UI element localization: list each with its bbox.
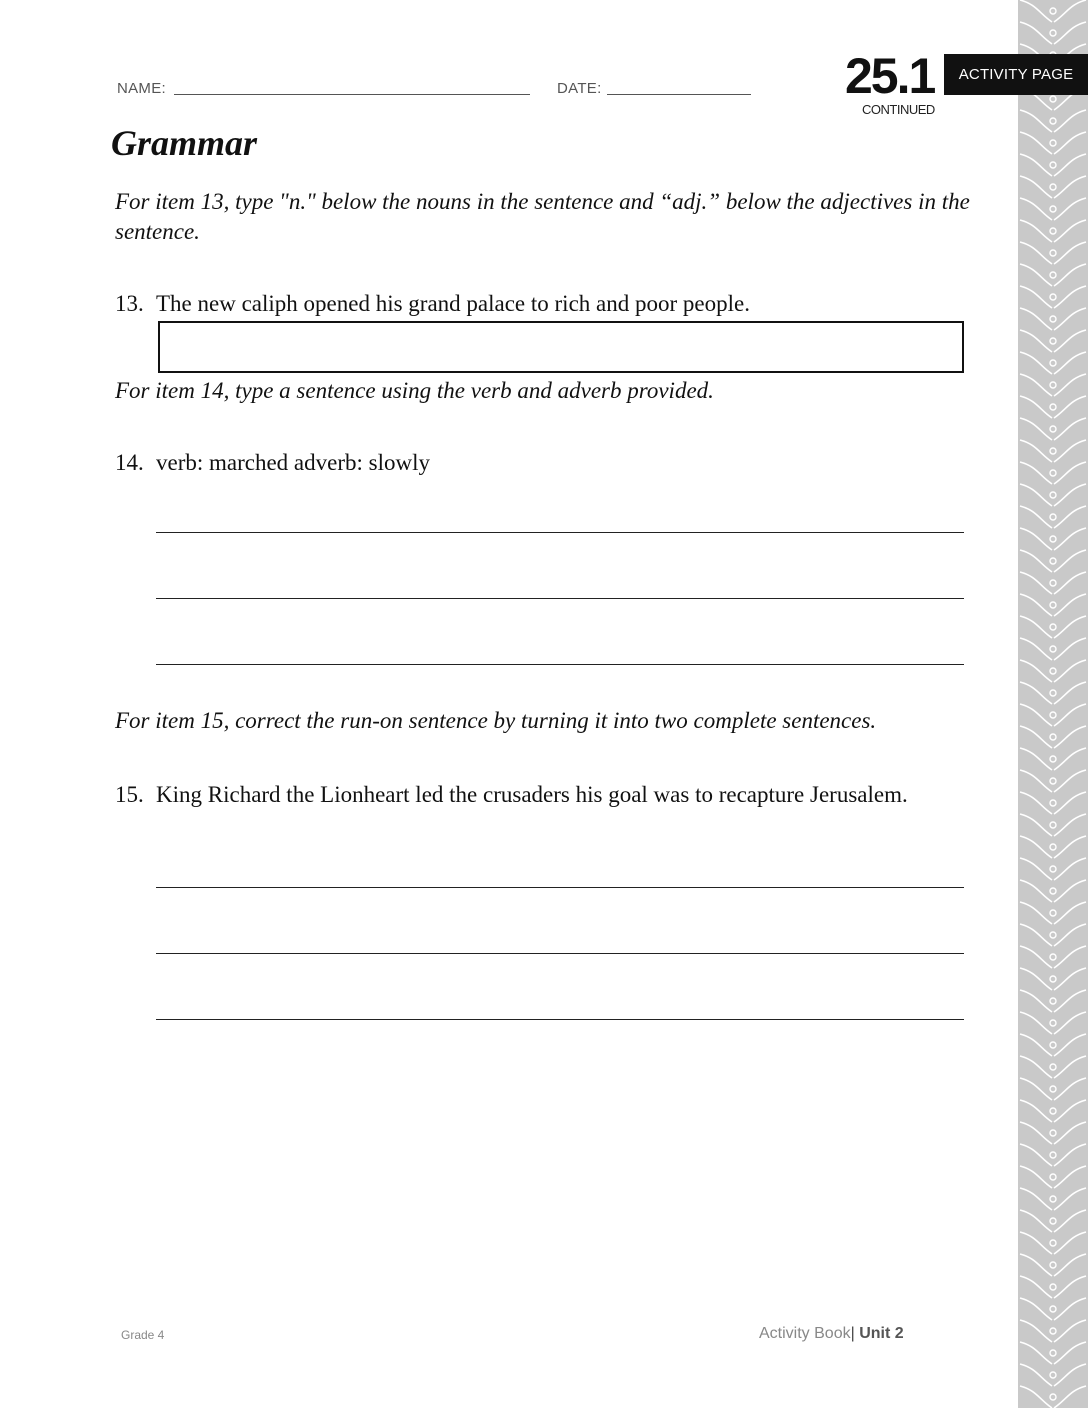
item14-instruction: For item 14, type a sentence using the verb and adverb provided. (115, 378, 714, 403)
border-ornament-dot (1050, 932, 1056, 938)
border-ornament-dot (1050, 1372, 1056, 1378)
border-ornament-dot (1050, 1394, 1056, 1400)
item14-answer-line-1[interactable] (156, 532, 964, 533)
border-ornament-dot (1050, 602, 1056, 608)
border-ornament-dot (1050, 316, 1056, 322)
border-ornament-dot (1050, 250, 1056, 256)
border-ornament-dot (1050, 8, 1056, 14)
border-ornament-dot (1050, 778, 1056, 784)
footer-book-info (759, 1325, 904, 1343)
border-ornament-dot (1050, 360, 1056, 366)
border-ornament-dot (1050, 822, 1056, 828)
item13 (115, 289, 750, 319)
border-ornament-dot (1050, 184, 1056, 190)
border-ornament-dot (1050, 1350, 1056, 1356)
footer-separator: | (850, 1325, 855, 1342)
border-ornament-dot (1050, 866, 1056, 872)
border-ornament-dot (1050, 96, 1056, 102)
border-ornament-dot (1050, 470, 1056, 476)
border-ornament-dot (1050, 1086, 1056, 1092)
border-ornament-dot (1050, 1108, 1056, 1114)
border-ornament-dot (1050, 1152, 1056, 1158)
border-ornament-dot (1050, 1218, 1056, 1224)
border-ornament-dot (1050, 910, 1056, 916)
item13-number: 13. (115, 291, 144, 316)
border-ornament-dot (1050, 712, 1056, 718)
activity-page-tag: ACTIVITY PAGE (944, 54, 1088, 95)
item15 (115, 780, 908, 810)
item14-number: 14. (115, 450, 144, 475)
border-ornament-dot (1050, 1020, 1056, 1026)
name-field-line[interactable] (174, 94, 530, 95)
border-ornament-dot (1050, 30, 1056, 36)
section-title: Grammar (111, 123, 258, 163)
decorative-border (1018, 0, 1088, 1408)
item15-instruction: For item 15, correct the run-on sentence by turning it into two complete sentences. (115, 708, 877, 733)
border-ornament-dot (1050, 1240, 1056, 1246)
border-ornament-dot (1050, 1328, 1056, 1334)
item15-answer-line-1[interactable] (156, 887, 964, 888)
border-ornament-dot (1050, 338, 1056, 344)
item15-sentence: King Richard the Lionheart led the crusaders his goal was to recapture Jerusalem. (156, 782, 908, 807)
border-ornament-dot (1050, 272, 1056, 278)
border-ornament-dot (1050, 448, 1056, 454)
border-ornament-dot (1050, 668, 1056, 674)
border-ornament-dot (1050, 1130, 1056, 1136)
name-label: NAME: (117, 80, 167, 97)
border-ornament-dot (1050, 976, 1056, 982)
border-ornament-dot (1050, 624, 1056, 630)
footer-grade: Grade 4 (121, 1328, 165, 1342)
item13-instruction: For item 13, type "n." below the nouns in the sentence and “adj.” below the adjectives in the sentence. (115, 189, 970, 244)
border-ornament-dot (1050, 844, 1056, 850)
item15-answer-line-2[interactable] (156, 953, 964, 954)
footer-book-title: Activity Book (759, 1325, 851, 1342)
item14 (115, 448, 430, 478)
border-ornament-dot (1050, 536, 1056, 542)
border-ornament-dot (1050, 426, 1056, 432)
border-ornament-dot (1050, 1042, 1056, 1048)
ornamental-border-icon (1018, 0, 1088, 1408)
border-ornament-dot (1050, 1064, 1056, 1070)
activity-number: 25.1 (845, 48, 935, 104)
item14-answer-line-2[interactable] (156, 598, 964, 599)
border-ornament-dot (1050, 118, 1056, 124)
border-ornament-dot (1050, 1306, 1056, 1312)
border-ornament-dot (1050, 646, 1056, 652)
border-ornament-dot (1050, 690, 1056, 696)
border-ornament-dot (1050, 998, 1056, 1004)
border-ornament-dot (1050, 800, 1056, 806)
border-ornament-dot (1050, 404, 1056, 410)
border-scroll-pattern (1020, 0, 1086, 1408)
border-ornament-dot (1050, 206, 1056, 212)
item15-answer-line-3[interactable] (156, 1019, 964, 1020)
continued-label: CONTINUED (862, 102, 935, 117)
item13-answer-box[interactable] (158, 321, 964, 373)
item13-sentence: The new caliph opened his grand palace to rich and poor people. (156, 291, 750, 316)
border-ornament-dot (1050, 558, 1056, 564)
border-ornament-dot (1050, 228, 1056, 234)
border-ornament-dot (1050, 140, 1056, 146)
border-ornament-dot (1050, 294, 1056, 300)
border-ornament-dot (1050, 492, 1056, 498)
item15-number: 15. (115, 782, 144, 807)
border-ornament-dot (1050, 1284, 1056, 1290)
border-ornament-dot (1050, 382, 1056, 388)
border-ornament-dot (1050, 756, 1056, 762)
date-field-line[interactable] (607, 94, 751, 95)
item14-answer-line-3[interactable] (156, 664, 964, 665)
border-ornament-dot (1050, 1196, 1056, 1202)
footer-unit: Unit 2 (859, 1325, 904, 1342)
date-label: DATE: (557, 80, 602, 97)
border-ornament-dot (1050, 734, 1056, 740)
item14-prompt: verb: marched adverb: slowly (156, 450, 430, 475)
border-ornament-dot (1050, 1262, 1056, 1268)
border-ornament-dot (1050, 580, 1056, 586)
border-ornament-dot (1050, 954, 1056, 960)
border-ornament-dot (1050, 162, 1056, 168)
border-ornament-dot (1050, 514, 1056, 520)
border-ornament-dot (1050, 888, 1056, 894)
border-ornament-dot (1050, 1174, 1056, 1180)
